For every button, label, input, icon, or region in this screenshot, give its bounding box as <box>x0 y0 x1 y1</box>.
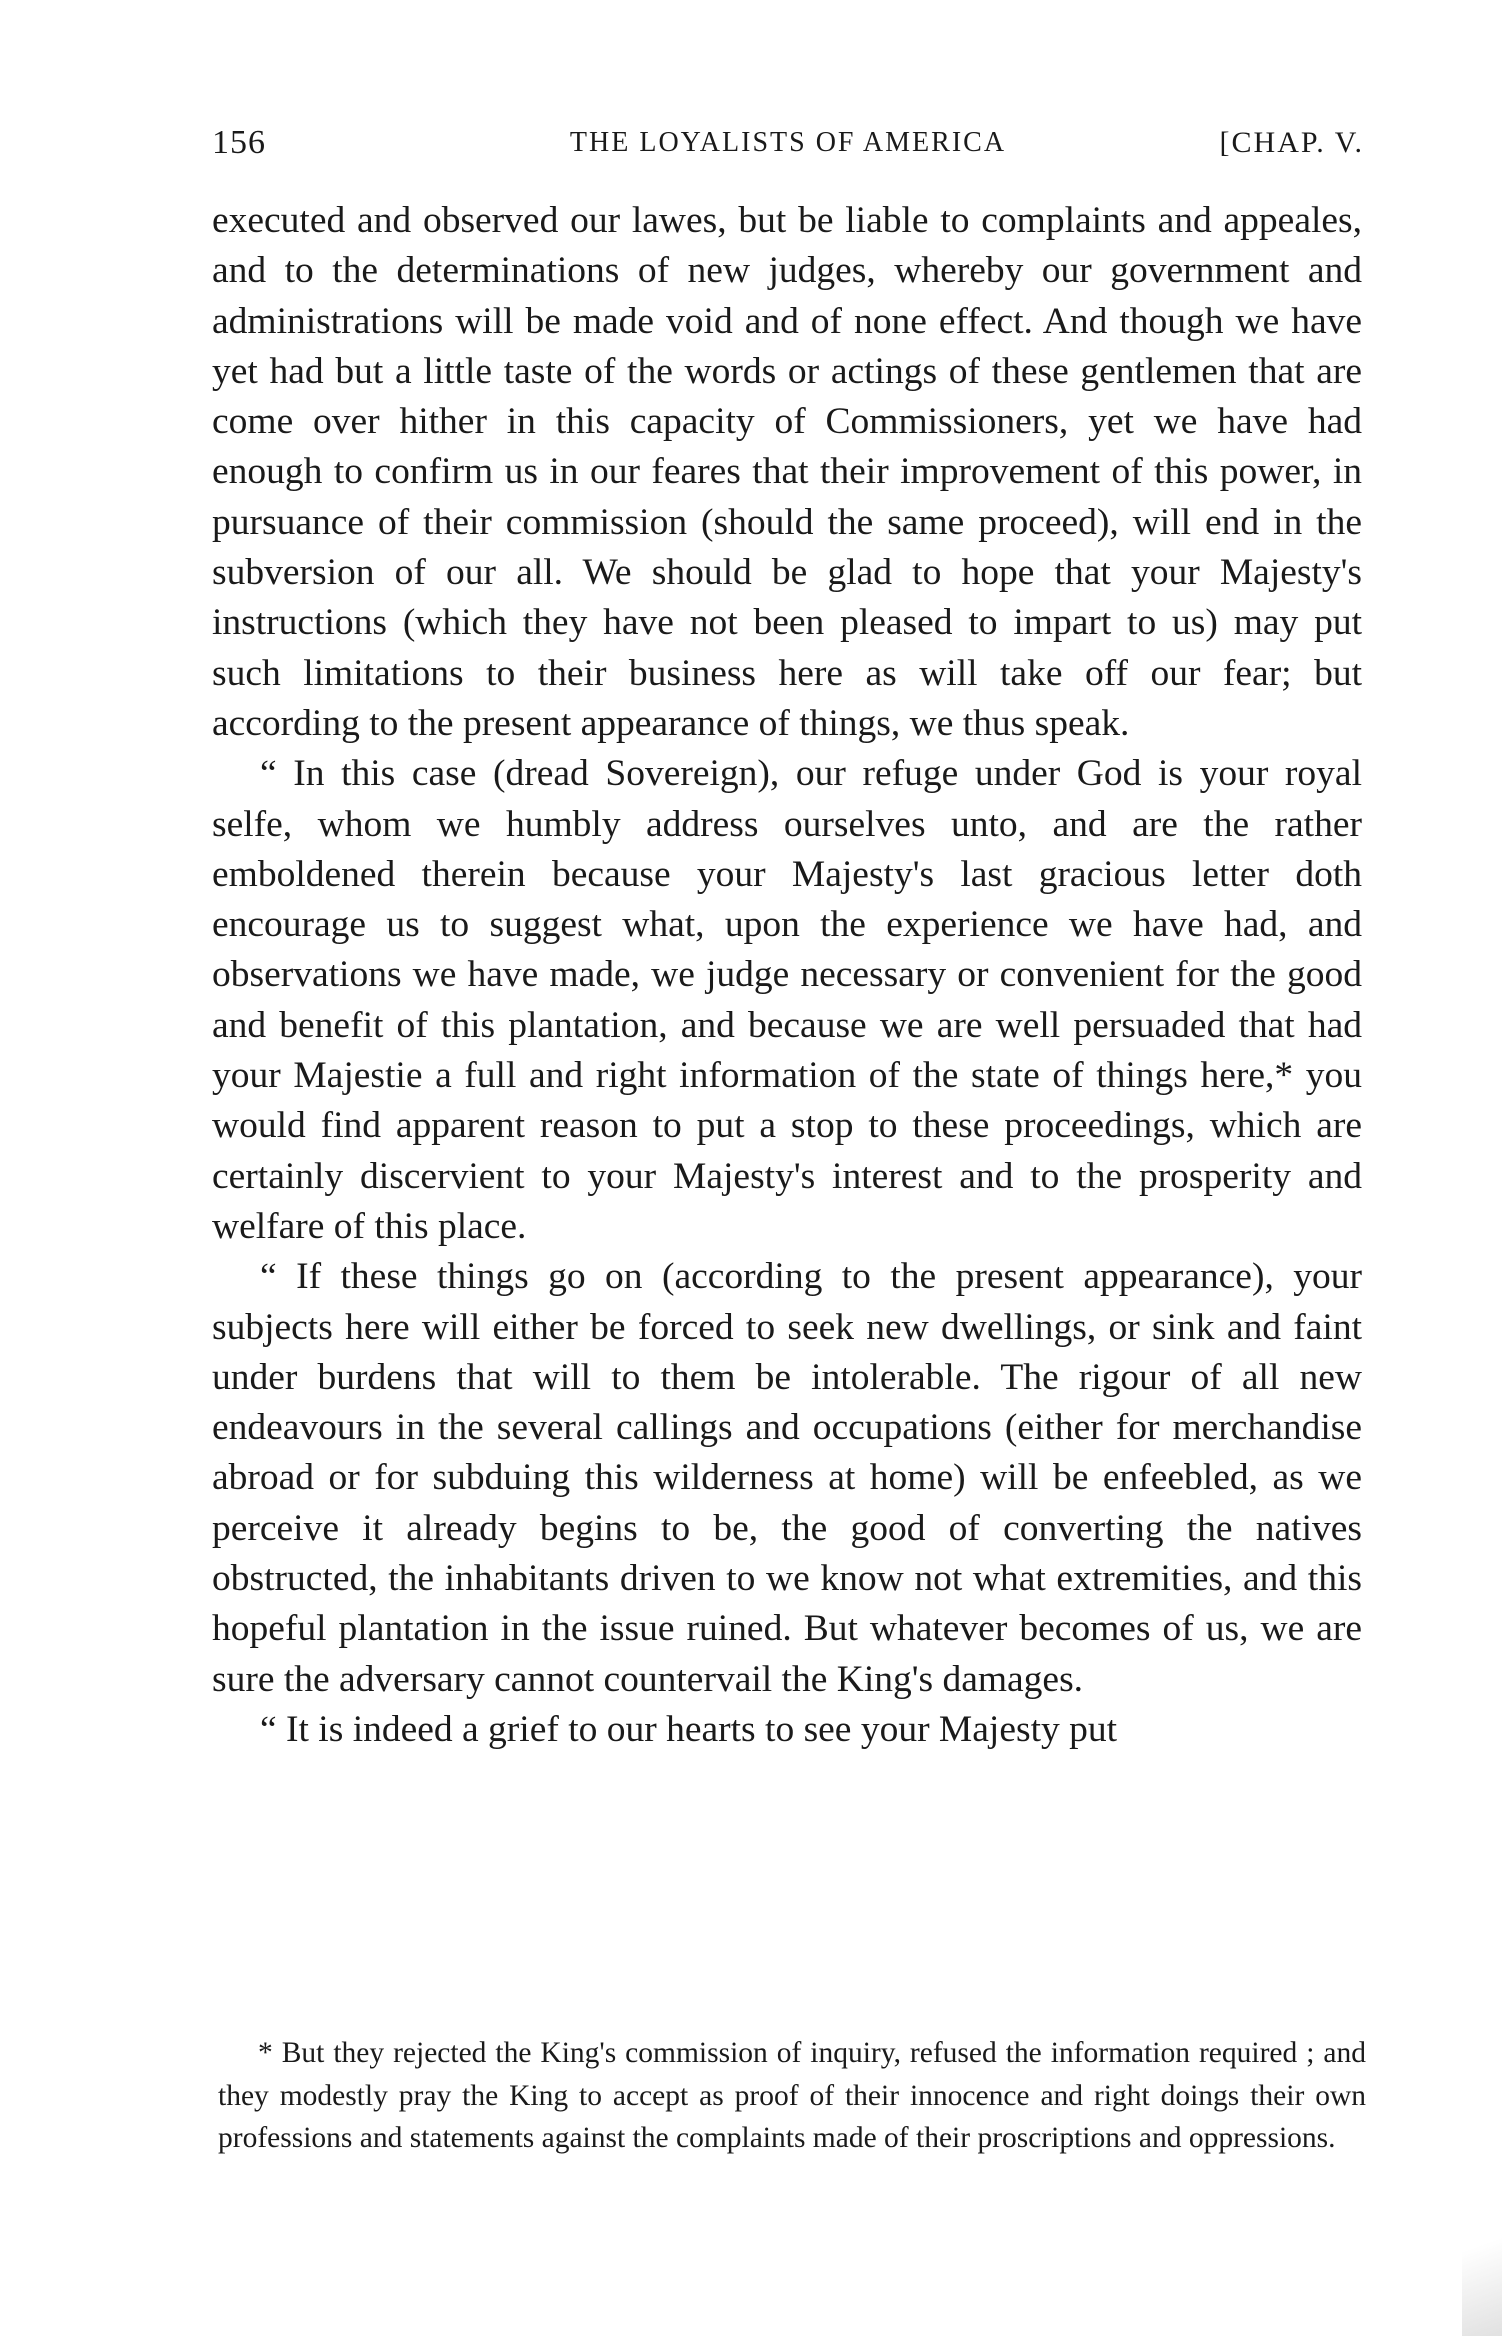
chapter-label: [CHAP. V. <box>1219 126 1364 159</box>
paragraph-1: executed and observed our lawes, but be liable to complaints and appeales, and to the determinations of new judges, whereby our government and administrations will be made void and of none effect. And though we have yet had but a little taste of the words or actings of these gentlemen that are come over hither in this capacity of Commissioners, yet we have had enough to confirm us in our feares that their improvement of this power, in pursuance of their commission (should the same proceed), will end in the subversion of our all. We should be glad to hope that your Majesty's instructions (which they have not been pleased to impart to us) may put such limitations to their business here as will take off our fear; but according to the present appearance of things, we thus speak. <box>212 200 1362 744</box>
running-head <box>212 118 1364 168</box>
paragraph-3: “ If these things go on (according to the present appearance), your subjects here will either be forced to seek new dwellings, or sink and faint under burdens that will to them be intolerable. The rigour of all new endeavours in the several callings and occupations (either for merchandise abroad or for subduing this wilderness at home) will be enfeebled, as we perceive it already begins to be, the good of converting the natives obstructed, the inhabitants driven to we know not what extremities, and this hopeful plantation in the issue ruined. But whatever becomes of us, we are sure the adversary cannot countervail the King's damages. <box>212 1256 1362 1700</box>
page-number: 156 <box>212 124 266 161</box>
body-text <box>212 196 1362 1755</box>
paragraph-4: “ It is indeed a grief to our hearts to see your Majesty put <box>260 1708 1118 1750</box>
paragraph-2: “ In this case (dread Sovereign), our refuge under God is your royal selfe, whom we humbly address ourselves unto, and are the rather emboldened therein because your Majesty's last gracious letter doth encourage us to suggest what, upon the experience we have had, and observations we have made, we judge necessary or convenient for the good and benefit of this plantation, and because we are well persuaded that had your Majestie a full and right information of the state of things here,* you would find apparent reason to put a stop to these proceedings, which are certainly discervient to your Majesty's interest and to the prosperity and welfare of this place. <box>212 753 1362 1247</box>
footnote-text: * But they rejected the King's commission of inquiry, refused the information required ; and they modestly pray the King to accept as proof of their innocence and right doings their own professions and statements against the complaints made of their proscriptions and oppressions. <box>218 2037 1366 2154</box>
running-title: THE LOYALISTS OF AMERICA <box>569 127 1007 158</box>
page-edge-shadow <box>1462 2186 1502 2336</box>
footnote <box>218 2032 1366 2160</box>
